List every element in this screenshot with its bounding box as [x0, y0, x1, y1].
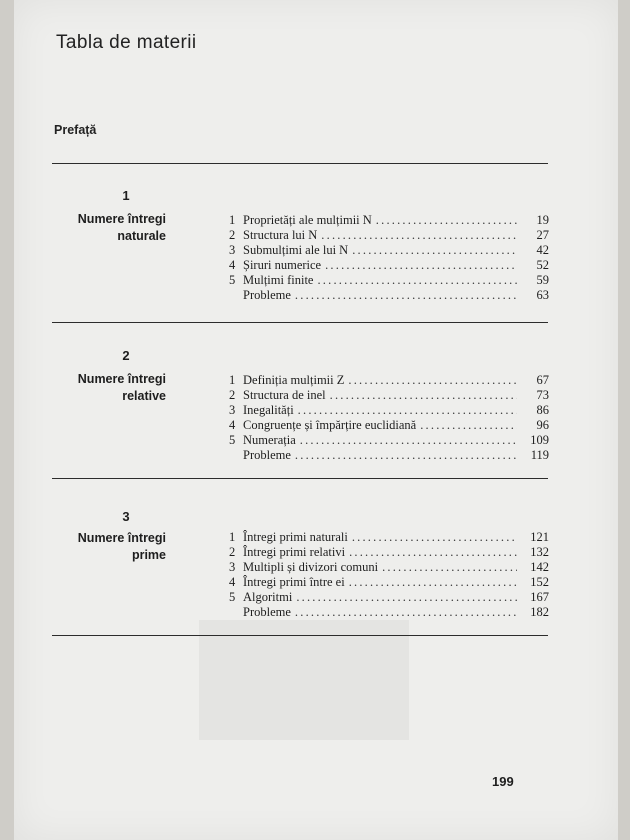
chapter-title-line: Numere întregi [77, 531, 166, 545]
dot-leader [317, 273, 517, 288]
chapter-title-line: relative [122, 389, 166, 403]
chapter-2-number: 2 [122, 348, 130, 363]
dot-leader [295, 605, 517, 620]
entry-page: 73 [536, 388, 549, 402]
entry-page: 63 [536, 288, 549, 302]
entry-title: Proprietăți ale mulțimii N [243, 213, 372, 227]
entry-number: 1 [229, 213, 236, 227]
entry-title: Șiruri numerice [243, 258, 322, 272]
toc-entry [229, 530, 549, 545]
entry-number: 5 [229, 273, 236, 287]
dot-leader [352, 530, 517, 545]
toc-entry [229, 288, 549, 303]
entry-title: Inegalități [243, 403, 294, 417]
entry-title: Submulțimi ale lui N [243, 243, 349, 257]
dot-leader [295, 448, 517, 463]
divider-rule [52, 478, 548, 479]
entry-number: 4 [229, 575, 236, 589]
dot-leader [330, 388, 517, 403]
entry-title: Congruențe și împărțire euclidiană [243, 418, 417, 432]
entry-title: Multipli și divizori comuni [243, 560, 379, 574]
entry-title: Întregi primi naturali [243, 530, 348, 544]
entry-page: 86 [536, 403, 549, 417]
toc-entry [229, 590, 549, 605]
dot-leader [382, 560, 517, 575]
chapter-1-number: 1 [122, 188, 130, 203]
divider-rule [52, 163, 548, 164]
chapter-3-title [44, 530, 166, 564]
dot-leader [376, 213, 517, 228]
entry-page: 121 [530, 530, 549, 544]
entry-page: 42 [536, 243, 549, 257]
toc-entry [229, 575, 549, 590]
dot-leader [348, 373, 517, 388]
entry-title: Structura lui N [243, 228, 318, 242]
entry-number: 5 [229, 433, 236, 447]
chapter-3-entries [229, 530, 549, 620]
entry-page: 167 [530, 590, 549, 604]
entry-number: 1 [229, 373, 236, 387]
entry-number: 2 [229, 228, 236, 242]
entry-number: 3 [229, 403, 236, 417]
toc-entry [229, 433, 549, 448]
entry-number: 2 [229, 545, 236, 559]
book-page [14, 0, 618, 840]
toc-entry [229, 448, 549, 463]
faded-stamp-background [199, 620, 409, 740]
toc-entry [229, 258, 549, 273]
entry-page: 59 [536, 273, 549, 287]
entry-title: Mulțimi finite [243, 273, 314, 287]
chapter-title-line: Numere întregi [77, 212, 166, 226]
entry-page: 27 [536, 228, 549, 242]
entry-title: Probleme [243, 605, 291, 619]
entry-page: 132 [530, 545, 549, 559]
chapter-title-line: naturale [117, 229, 166, 243]
entry-page: 96 [536, 418, 549, 432]
entry-title: Structura de inel [243, 388, 326, 402]
toc-entry [229, 228, 549, 243]
entry-title: Întregi primi între ei [243, 575, 345, 589]
toc-entry [229, 373, 549, 388]
chapter-title-line: prime [131, 548, 166, 562]
entry-page: 19 [536, 213, 549, 227]
entry-title: Definiția mulțimii Z [243, 373, 345, 387]
entry-title: Algoritmi [243, 590, 293, 604]
chapter-3-number: 3 [122, 509, 130, 524]
entry-page: 119 [530, 448, 549, 462]
entry-number: 4 [229, 418, 236, 432]
entry-page: 52 [536, 258, 549, 272]
entry-page: 152 [530, 575, 549, 589]
page-number: 199 [492, 774, 514, 789]
dot-leader [300, 433, 517, 448]
toc-entry [229, 213, 549, 228]
dot-leader [420, 418, 517, 433]
entry-page: 182 [530, 605, 549, 619]
entry-title: Probleme [243, 288, 291, 302]
chapter-2-title [44, 371, 166, 405]
entry-title: Întregi primi relativi [243, 545, 346, 559]
dot-leader [298, 403, 517, 418]
entry-page: 109 [530, 433, 549, 447]
toc-entry [229, 560, 549, 575]
dot-leader [295, 288, 517, 303]
chapter-1-title [44, 211, 166, 245]
entry-number: 1 [229, 530, 236, 544]
entry-page: 142 [530, 560, 549, 574]
toc-entry [229, 243, 549, 258]
toc-entry [229, 273, 549, 288]
dot-leader [349, 575, 517, 590]
entry-page: 67 [536, 373, 549, 387]
chapter-title-line: Numere întregi [77, 372, 166, 386]
chapter-2-entries [229, 373, 549, 463]
dot-leader [352, 243, 517, 258]
toc-entry [229, 403, 549, 418]
entry-title: Numerația [243, 433, 296, 447]
dot-leader [349, 545, 517, 560]
dot-leader [296, 590, 517, 605]
toc-entry [229, 605, 549, 620]
entry-number: 2 [229, 388, 236, 402]
toc-entry [229, 545, 549, 560]
entry-number: 3 [229, 243, 236, 257]
entry-number: 5 [229, 590, 236, 604]
entry-number: 4 [229, 258, 236, 272]
entry-title: Probleme [243, 448, 291, 462]
chapter-1-entries [229, 213, 549, 303]
dot-leader [321, 228, 517, 243]
toc-entry [229, 418, 549, 433]
preface-entry: Prefață [54, 123, 97, 137]
divider-rule [52, 635, 548, 636]
entry-number: 3 [229, 560, 236, 574]
page-title: Tabla de materii [56, 32, 197, 53]
toc-entry [229, 388, 549, 403]
dot-leader [325, 258, 517, 273]
divider-rule [52, 322, 548, 323]
